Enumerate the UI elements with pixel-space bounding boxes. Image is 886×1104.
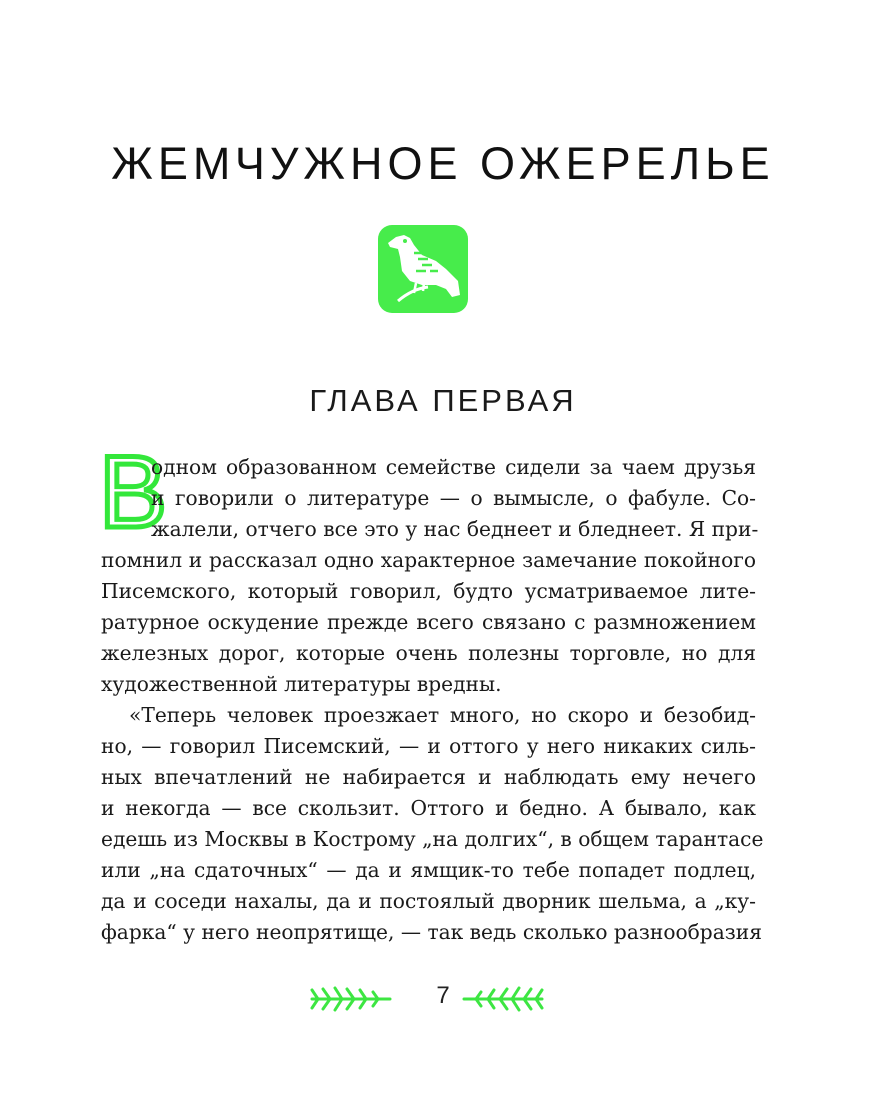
page-number: 7 (436, 982, 450, 1009)
book-title: ЖЕМЧУЖНОЕ ОЖЕРЕЛЬЕ (111, 138, 775, 189)
text-line: и некогда — все скользит. Оттого и бедно. А бывало, как (101, 796, 756, 820)
drop-cap-letter: В (99, 435, 168, 549)
chapter-body (101, 452, 764, 948)
text-line: помнил и рассказал одно характерное замечание покойного (101, 548, 756, 572)
text-line: едешь из Москвы в Кострому „на долгих“, в общем тарантасе (101, 827, 764, 851)
text-line: и говорили о литературе — о вымысле, о фабуле. Со- (151, 486, 756, 510)
text-line: железных дорог, которые очень полезны торговле, но для (101, 641, 756, 665)
fir-sprig-icon (462, 982, 544, 1016)
text-line: Писемского, который говорил, будто усматриваемое лите- (101, 579, 756, 603)
text-line: одном образованном семействе сидели за чаем друзья (151, 455, 756, 479)
chapter-title: ГЛАВА ПЕРВАЯ (309, 383, 577, 418)
text-line: или „на сдаточных“ — да и ямщик-то тебе попадет подлец, (101, 858, 756, 882)
bird-icon (378, 225, 468, 313)
text-line: но, — говорил Писемский, — и оттого у него никаких силь- (101, 734, 756, 758)
text-line: ратурное оскудение прежде всего связано с размножением (101, 610, 756, 634)
text-line: жалели, отчего все это у нас беднеет и бледнеет. Я при- (151, 517, 759, 541)
text-line: «Теперь человек проезжает много, но скоро и безобид- (129, 703, 756, 727)
text-line: да и соседи нахалы, да и постоялый дворник шельма, а „ку- (101, 889, 756, 913)
text-line: художественной литературы вредны. (101, 672, 502, 696)
bird-badge (378, 225, 468, 313)
text-line: ных впечатлений не набирается и наблюдать ему нечего (101, 765, 756, 789)
text-line: фарка“ у него неопрятище, — так ведь сколько разнообразия (101, 920, 762, 944)
page-footer (0, 976, 886, 1016)
